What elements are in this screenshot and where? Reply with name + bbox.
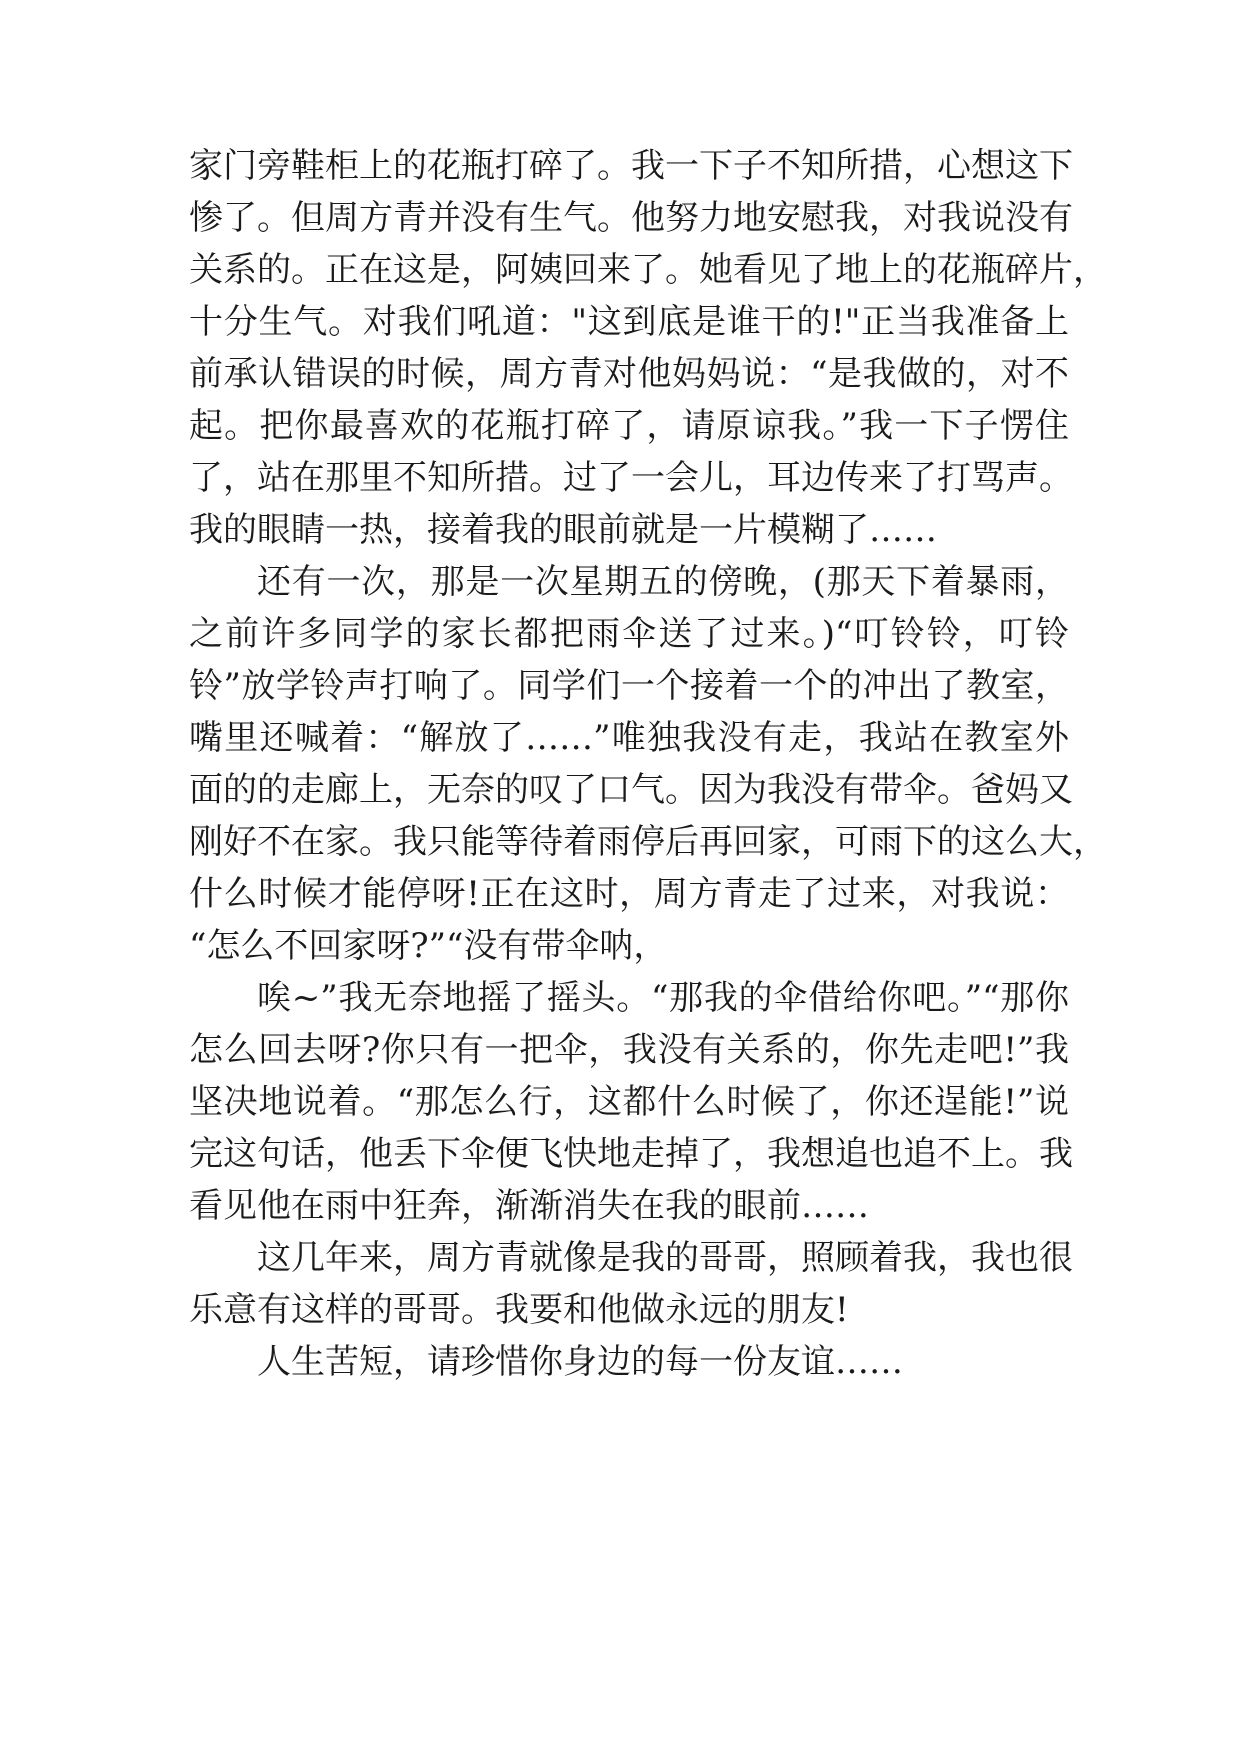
text-line: 家门旁鞋柜上的花瓶打碎了。我一下子不知所措，心想这下 [189, 146, 1073, 186]
text-line: 面的的走廊上，无奈的叹了口气。因为我没有带伞。爸妈又 [189, 770, 1073, 810]
text-line: 起。把你最喜欢的花瓶打碎了，请原谅我。”我一下子愣住 [189, 406, 1069, 446]
text-line: “怎么不回家呀?”“没有带伞呐， [189, 926, 668, 966]
text-line: 坚决地说着。“那怎么行，这都什么时候了，你还逞能!”说 [189, 1082, 1069, 1122]
text-line: 铃”放学铃声打响了。同学们一个接着一个的冲出了教室， [189, 666, 1069, 706]
text-line: 嘴里还喊着：“解放了……”唯独我没有走，我站在教室外 [189, 718, 1069, 758]
text-line: 看见他在雨中狂奔，渐渐消失在我的眼前…… [189, 1186, 869, 1226]
text-line: 人生苦短，请珍惜你身边的每一份友谊…… [257, 1342, 903, 1382]
text-line: 唉~”我无奈地摇了摇头。“那我的伞借给你吧。”“那你 [257, 978, 1069, 1018]
text-line: 关系的。正在这是，阿姨回来了。她看见了地上的花瓶碎片， [189, 250, 1107, 290]
text-line: 我的眼睛一热，接着我的眼前就是一片模糊了…… [189, 510, 937, 550]
text-line: 完这句话，他丢下伞便飞快地走掉了，我想追也追不上。我 [189, 1134, 1073, 1174]
text-line: 什么时候才能停呀!正在这时，周方青走了过来，对我说： [189, 874, 1069, 914]
text-line: 了，站在那里不知所措。过了一会儿，耳边传来了打骂声。 [189, 458, 1073, 498]
text-line: 惨了。但周方青并没有生气。他努力地安慰我，对我说没有 [189, 198, 1073, 238]
text-line: 刚好不在家。我只能等待着雨停后再回家，可雨下的这么大， [189, 822, 1107, 862]
text-line: 还有一次，那是一次星期五的傍晚，(那天下着暴雨， [257, 562, 1069, 602]
text-line: 之前许多同学的家长都把雨伞送了过来。)“叮铃铃，叮铃 [189, 614, 1069, 654]
text-line: 这几年来，周方青就像是我的哥哥，照顾着我，我也很 [257, 1238, 1073, 1278]
text-line: 前承认错误的时候，周方青对他妈妈说：“是我做的，对不 [189, 354, 1069, 394]
text-line: 怎么回去呀?你只有一把伞，我没有关系的，你先走吧!”我 [189, 1030, 1069, 1070]
text-line: 十分生气。对我们吼道："这到底是谁干的!"正当我准备上 [189, 302, 1069, 342]
text-line: 乐意有这样的哥哥。我要和他做永远的朋友! [189, 1290, 849, 1330]
